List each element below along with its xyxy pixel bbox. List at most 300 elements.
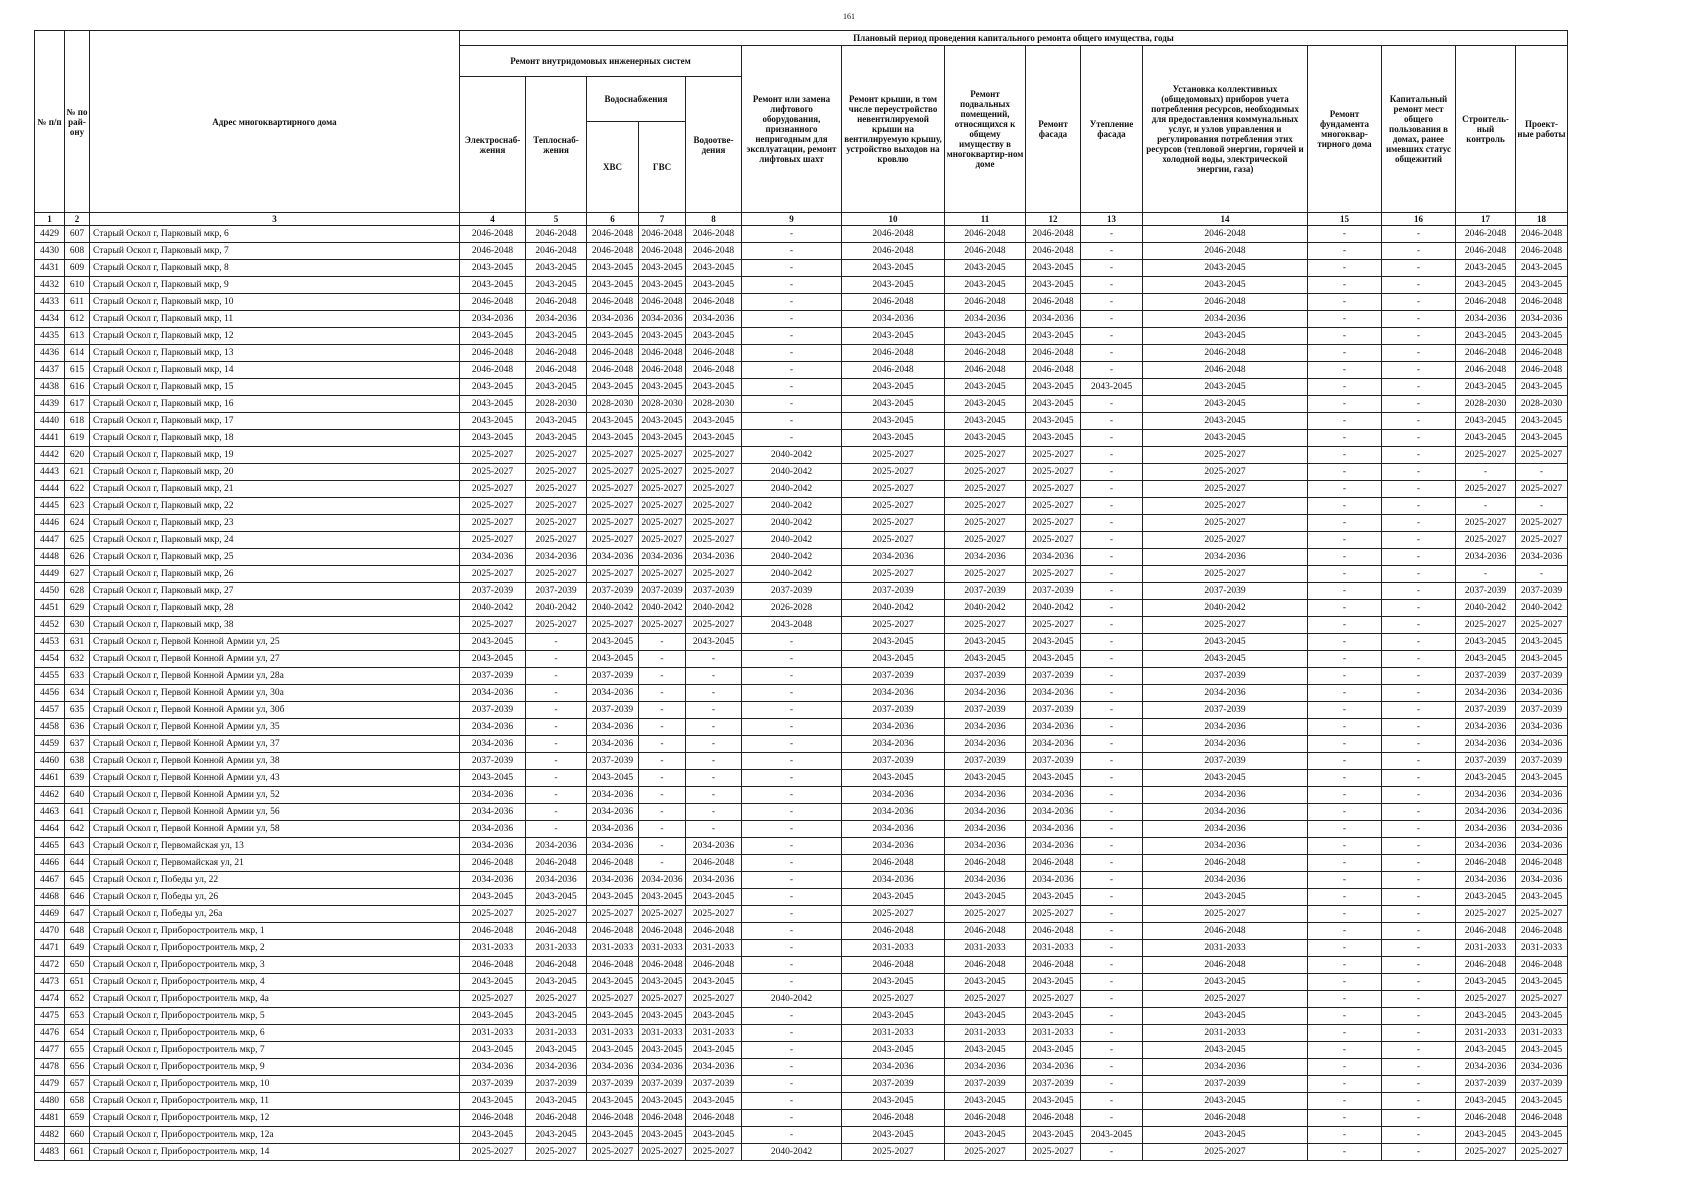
table-cell: 627 — [65, 566, 90, 583]
table-cell: - — [1308, 1059, 1382, 1076]
table-cell: 2034-2036 — [1516, 804, 1568, 821]
table-cell: - — [742, 430, 842, 447]
table-cell: 643 — [65, 838, 90, 855]
table-cell: 2043-2045 — [1456, 1008, 1516, 1025]
table-cell: - — [1308, 872, 1382, 889]
table-cell: 2034-2036 — [1026, 872, 1081, 889]
table-cell: 2034-2036 — [526, 838, 587, 855]
table-cell: 2037-2039 — [1516, 583, 1568, 600]
table-cell: - — [1382, 702, 1456, 719]
address-cell: Старый Оскол г, Приборостроитель мкр, 14 — [90, 1144, 460, 1161]
column-number: 18 — [1516, 213, 1568, 226]
table-cell: 2046-2048 — [1026, 294, 1081, 311]
table-cell: 2025-2027 — [460, 566, 526, 583]
table-cell: 2025-2027 — [526, 532, 587, 549]
table-cell: 2043-2045 — [1143, 1127, 1308, 1144]
address-cell: Старый Оскол г, Приборостроитель мкр, 10 — [90, 1076, 460, 1093]
table-cell: 2025-2027 — [587, 515, 639, 532]
table-cell: 2034-2036 — [686, 838, 742, 855]
table-cell: - — [526, 702, 587, 719]
table-cell: 2043-2045 — [1026, 974, 1081, 991]
table-cell: - — [1081, 753, 1143, 770]
table-row — [35, 804, 1568, 821]
table-cell: 2046-2048 — [587, 226, 639, 243]
table-row — [35, 889, 1568, 906]
table-cell: 2043-2045 — [526, 328, 587, 345]
table-cell: 2046-2048 — [1143, 855, 1308, 872]
header-water-supply: Водоснабжения — [587, 77, 686, 122]
table-cell: - — [639, 787, 686, 804]
table-cell: - — [1516, 498, 1568, 515]
table-cell: 2037-2039 — [842, 1076, 945, 1093]
table-cell: 2034-2036 — [1143, 719, 1308, 736]
table-cell: - — [1382, 498, 1456, 515]
column-number: 7 — [639, 213, 686, 226]
table-cell: 2034-2036 — [1026, 838, 1081, 855]
address-cell: Старый Оскол г, Парковый мкр, 11 — [90, 311, 460, 328]
table-cell: 2025-2027 — [460, 498, 526, 515]
table-cell: 2043-2045 — [1456, 328, 1516, 345]
table-cell: 638 — [65, 753, 90, 770]
table-cell: - — [1382, 345, 1456, 362]
table-cell: 2043-2045 — [460, 430, 526, 447]
address-cell: Старый Оскол г, Парковый мкр, 8 — [90, 260, 460, 277]
table-cell: 2025-2027 — [1516, 447, 1568, 464]
table-cell: - — [526, 685, 587, 702]
table-cell: - — [1081, 957, 1143, 974]
table-cell: 2046-2048 — [1026, 957, 1081, 974]
table-cell: 652 — [65, 991, 90, 1008]
table-cell: 2034-2036 — [686, 311, 742, 328]
table-cell: 2046-2048 — [587, 957, 639, 974]
table-cell: 2031-2033 — [587, 940, 639, 957]
table-cell: 2043-2045 — [1026, 651, 1081, 668]
column-number-row — [35, 213, 1568, 226]
table-cell: 624 — [65, 515, 90, 532]
table-cell: - — [1308, 260, 1382, 277]
table-cell: 641 — [65, 804, 90, 821]
table-cell: 2034-2036 — [1516, 736, 1568, 753]
table-row — [35, 277, 1568, 294]
table-cell: - — [1081, 583, 1143, 600]
table-cell: 4475 — [35, 1008, 65, 1025]
table-cell: 2034-2036 — [587, 787, 639, 804]
table-cell: 2037-2039 — [587, 668, 639, 685]
table-cell: 2046-2048 — [686, 1110, 742, 1127]
table-cell: 2034-2036 — [587, 804, 639, 821]
table-cell: - — [1081, 1025, 1143, 1042]
table-cell: 2034-2036 — [587, 719, 639, 736]
table-cell: 2046-2048 — [842, 1110, 945, 1127]
table-cell: - — [742, 379, 842, 396]
table-cell: 2043-2045 — [639, 430, 686, 447]
table-cell: 2034-2036 — [945, 719, 1026, 736]
repair-schedule-table — [34, 30, 1568, 1161]
table-cell: 2043-2045 — [1456, 634, 1516, 651]
table-cell: 4483 — [35, 1144, 65, 1161]
table-cell: 2034-2036 — [460, 838, 526, 855]
table-cell: 4481 — [35, 1110, 65, 1127]
table-cell: - — [1081, 1144, 1143, 1161]
table-cell: 2043-2045 — [1026, 1008, 1081, 1025]
table-cell: 2043-2045 — [526, 260, 587, 277]
table-cell: 2037-2039 — [945, 753, 1026, 770]
table-row — [35, 634, 1568, 651]
table-cell: 2046-2048 — [1143, 294, 1308, 311]
address-cell: Старый Оскол г, Приборостроитель мкр, 7 — [90, 1042, 460, 1059]
table-cell: 2025-2027 — [1026, 1144, 1081, 1161]
table-cell: 2040-2042 — [686, 600, 742, 617]
table-cell: 2031-2033 — [945, 1025, 1026, 1042]
table-cell: 2037-2039 — [1143, 583, 1308, 600]
table-cell: - — [742, 804, 842, 821]
table-cell: 2043-2045 — [945, 770, 1026, 787]
table-cell: 2040-2042 — [639, 600, 686, 617]
table-cell: 2025-2027 — [526, 566, 587, 583]
table-cell: 2046-2048 — [460, 923, 526, 940]
table-cell: 2043-2045 — [1516, 770, 1568, 787]
table-cell: 2043-2045 — [639, 1008, 686, 1025]
table-cell: - — [742, 634, 842, 651]
table-cell: 2034-2036 — [1516, 549, 1568, 566]
table-cell: 2046-2048 — [1456, 957, 1516, 974]
table-cell: 2046-2048 — [587, 243, 639, 260]
table-cell: 2037-2039 — [1143, 753, 1308, 770]
table-cell: - — [639, 668, 686, 685]
table-cell: 2034-2036 — [1456, 311, 1516, 328]
table-row — [35, 311, 1568, 328]
table-cell: 4440 — [35, 413, 65, 430]
table-cell: - — [1081, 1076, 1143, 1093]
table-cell: 2046-2048 — [686, 226, 742, 243]
table-cell: 644 — [65, 855, 90, 872]
table-cell: 2025-2027 — [1143, 481, 1308, 498]
table-cell: - — [1308, 1110, 1382, 1127]
table-cell: - — [1081, 991, 1143, 1008]
table-cell: - — [1382, 311, 1456, 328]
table-cell: 2025-2027 — [842, 515, 945, 532]
table-cell: - — [742, 668, 842, 685]
table-cell: 2043-2045 — [639, 277, 686, 294]
table-cell: 2046-2048 — [1026, 362, 1081, 379]
table-cell: 2025-2027 — [945, 566, 1026, 583]
table-cell: 2046-2048 — [686, 362, 742, 379]
table-cell: - — [1382, 583, 1456, 600]
table-cell: - — [1308, 549, 1382, 566]
table-cell: 2025-2027 — [842, 617, 945, 634]
table-cell: 2043-2045 — [1456, 1127, 1516, 1144]
table-cell: 2034-2036 — [842, 787, 945, 804]
table-cell: 2025-2027 — [526, 906, 587, 923]
table-cell: 2031-2033 — [1026, 1025, 1081, 1042]
table-cell: 2040-2042 — [742, 549, 842, 566]
table-cell: - — [1308, 753, 1382, 770]
table-cell: 2025-2027 — [460, 532, 526, 549]
table-cell: 2043-2048 — [742, 617, 842, 634]
address-cell: Старый Оскол г, Парковый мкр, 17 — [90, 413, 460, 430]
table-cell: 2046-2048 — [1456, 345, 1516, 362]
table-cell: 2037-2039 — [1456, 702, 1516, 719]
table-cell: 631 — [65, 634, 90, 651]
table-row — [35, 753, 1568, 770]
table-cell: - — [1382, 1144, 1456, 1161]
table-cell: 2034-2036 — [460, 736, 526, 753]
table-cell: 2034-2036 — [1143, 838, 1308, 855]
table-row — [35, 736, 1568, 753]
table-cell: 2025-2027 — [1143, 566, 1308, 583]
table-cell: 4474 — [35, 991, 65, 1008]
table-cell: - — [1382, 464, 1456, 481]
table-cell: 617 — [65, 396, 90, 413]
table-cell: 658 — [65, 1093, 90, 1110]
table-cell: 2043-2045 — [1143, 379, 1308, 396]
table-row — [35, 328, 1568, 345]
table-cell: 2046-2048 — [945, 243, 1026, 260]
table-cell: 2037-2039 — [526, 1076, 587, 1093]
table-cell: 2046-2048 — [842, 855, 945, 872]
table-cell: 2046-2048 — [526, 345, 587, 362]
table-cell: 2025-2027 — [526, 991, 587, 1008]
table-cell: 2043-2045 — [686, 1127, 742, 1144]
table-cell: 618 — [65, 413, 90, 430]
table-cell: 2025-2027 — [1456, 447, 1516, 464]
address-cell: Старый Оскол г, Приборостроитель мкр, 5 — [90, 1008, 460, 1025]
table-cell: 2025-2027 — [587, 481, 639, 498]
table-row — [35, 651, 1568, 668]
table-cell: 2043-2045 — [639, 413, 686, 430]
table-cell: 2043-2045 — [1516, 430, 1568, 447]
table-cell: - — [1081, 838, 1143, 855]
table-cell: 2034-2036 — [1516, 311, 1568, 328]
table-cell: 2034-2036 — [945, 549, 1026, 566]
table-cell: 2043-2045 — [1516, 974, 1568, 991]
table-cell: - — [1308, 243, 1382, 260]
address-cell: Старый Оскол г, Первой Конной Армии ул, 37 — [90, 736, 460, 753]
table-cell: 2046-2048 — [945, 1110, 1026, 1127]
table-cell: - — [1382, 634, 1456, 651]
table-cell: 2025-2027 — [842, 481, 945, 498]
table-cell: 2046-2048 — [945, 957, 1026, 974]
table-cell: 2043-2045 — [1143, 1093, 1308, 1110]
table-cell: 2034-2036 — [842, 872, 945, 889]
table-cell: 2043-2045 — [842, 413, 945, 430]
table-cell: 2043-2045 — [1516, 1127, 1568, 1144]
table-cell: - — [1308, 889, 1382, 906]
table-cell: 2034-2036 — [526, 311, 587, 328]
table-cell: - — [1081, 345, 1143, 362]
table-cell: 628 — [65, 583, 90, 600]
table-cell: 2034-2036 — [1143, 872, 1308, 889]
table-cell: 2034-2036 — [945, 311, 1026, 328]
table-cell: 2025-2027 — [587, 991, 639, 1008]
table-cell: 2043-2045 — [1026, 413, 1081, 430]
table-cell: - — [1382, 328, 1456, 345]
address-cell: Старый Оскол г, Приборостроитель мкр, 12 — [90, 1110, 460, 1127]
table-cell: 2046-2048 — [1456, 855, 1516, 872]
table-cell: 2037-2039 — [639, 1076, 686, 1093]
table-cell: 2025-2027 — [842, 906, 945, 923]
table-cell: - — [1081, 226, 1143, 243]
table-cell: 2046-2048 — [1143, 226, 1308, 243]
table-cell: 646 — [65, 889, 90, 906]
table-cell: 2037-2039 — [1026, 702, 1081, 719]
table-cell: - — [686, 668, 742, 685]
table-cell: 4448 — [35, 549, 65, 566]
table-cell: 2043-2045 — [587, 1008, 639, 1025]
table-cell: 2025-2027 — [1026, 532, 1081, 549]
table-cell: 2043-2045 — [842, 1008, 945, 1025]
table-row — [35, 413, 1568, 430]
table-cell: 2043-2045 — [945, 430, 1026, 447]
table-cell: 655 — [65, 1042, 90, 1059]
header-nn: № п/п — [35, 31, 65, 213]
table-cell: 2025-2027 — [587, 447, 639, 464]
table-cell: - — [526, 753, 587, 770]
table-cell: 2043-2045 — [1026, 328, 1081, 345]
table-cell: 2025-2027 — [1456, 532, 1516, 549]
column-number: 6 — [587, 213, 639, 226]
table-cell: 2025-2027 — [686, 515, 742, 532]
table-cell: 2025-2027 — [842, 447, 945, 464]
table-cell: 625 — [65, 532, 90, 549]
table-cell: 2034-2036 — [1516, 787, 1568, 804]
table-cell: 614 — [65, 345, 90, 362]
address-cell: Старый Оскол г, Парковый мкр, 16 — [90, 396, 460, 413]
column-number: 8 — [686, 213, 742, 226]
table-cell: - — [1081, 600, 1143, 617]
table-cell: - — [1308, 685, 1382, 702]
table-cell: 2034-2036 — [587, 838, 639, 855]
table-cell: 2043-2045 — [587, 430, 639, 447]
table-cell: 2031-2033 — [526, 1025, 587, 1042]
table-cell: 2046-2048 — [1456, 243, 1516, 260]
table-cell: 2037-2039 — [1456, 668, 1516, 685]
table-cell: 2046-2048 — [842, 345, 945, 362]
table-cell: 2043-2045 — [945, 413, 1026, 430]
table-row — [35, 1042, 1568, 1059]
table-cell: 2043-2045 — [526, 1093, 587, 1110]
table-cell: 2034-2036 — [1143, 311, 1308, 328]
table-cell: - — [1516, 464, 1568, 481]
table-cell: 2046-2048 — [1143, 957, 1308, 974]
table-cell: 2025-2027 — [1516, 1144, 1568, 1161]
table-cell: - — [742, 243, 842, 260]
table-cell: 2046-2048 — [1026, 226, 1081, 243]
table-cell: 2046-2048 — [945, 923, 1026, 940]
table-cell: - — [742, 838, 842, 855]
table-cell: 2034-2036 — [587, 311, 639, 328]
table-cell: 2043-2045 — [587, 379, 639, 396]
table-cell: 2031-2033 — [686, 940, 742, 957]
table-cell: 2040-2042 — [1456, 600, 1516, 617]
table-cell: 2025-2027 — [686, 991, 742, 1008]
table-cell: 2037-2039 — [1143, 702, 1308, 719]
table-cell: 2034-2036 — [686, 872, 742, 889]
table-cell: 2043-2045 — [587, 634, 639, 651]
table-cell: 4471 — [35, 940, 65, 957]
table-row — [35, 430, 1568, 447]
table-cell: 2046-2048 — [460, 294, 526, 311]
table-cell: 2046-2048 — [686, 243, 742, 260]
table-cell: - — [1308, 583, 1382, 600]
table-cell: 650 — [65, 957, 90, 974]
table-cell: - — [1382, 957, 1456, 974]
table-cell: 2025-2027 — [639, 481, 686, 498]
table-cell: 2040-2042 — [460, 600, 526, 617]
address-cell: Старый Оскол г, Первомайская ул, 13 — [90, 838, 460, 855]
table-cell: 2037-2039 — [1516, 668, 1568, 685]
address-cell: Старый Оскол г, Парковый мкр, 27 — [90, 583, 460, 600]
table-cell: 2025-2027 — [1516, 991, 1568, 1008]
table-cell: 2040-2042 — [742, 464, 842, 481]
table-cell: 2031-2033 — [1456, 1025, 1516, 1042]
header-sewer: Водоотве-дения — [686, 77, 742, 213]
table-cell: 2046-2048 — [1516, 362, 1568, 379]
table-cell: 2025-2027 — [1143, 906, 1308, 923]
table-cell: - — [1382, 753, 1456, 770]
table-cell: 2040-2042 — [526, 600, 587, 617]
table-cell: 2046-2048 — [1516, 855, 1568, 872]
table-cell: - — [742, 872, 842, 889]
table-cell: 2043-2045 — [1143, 889, 1308, 906]
table-cell: - — [1308, 719, 1382, 736]
address-cell: Старый Оскол г, Победы ул, 26а — [90, 906, 460, 923]
table-cell: - — [1382, 566, 1456, 583]
table-cell: - — [526, 634, 587, 651]
table-cell: 2043-2045 — [526, 1127, 587, 1144]
table-cell: 2043-2045 — [460, 396, 526, 413]
table-cell: 2040-2042 — [742, 566, 842, 583]
table-cell: - — [1308, 906, 1382, 923]
table-cell: 2040-2042 — [1516, 600, 1568, 617]
table-row — [35, 1144, 1568, 1161]
table-cell: - — [526, 651, 587, 668]
table-cell: 2025-2027 — [945, 532, 1026, 549]
table-cell: 2025-2027 — [1516, 617, 1568, 634]
table-cell: - — [1382, 549, 1456, 566]
table-cell: 2025-2027 — [1143, 447, 1308, 464]
address-cell: Старый Оскол г, Приборостроитель мкр, 11 — [90, 1093, 460, 1110]
header-gvs: ГВС — [639, 122, 686, 213]
table-row — [35, 668, 1568, 685]
table-cell: 2043-2045 — [526, 889, 587, 906]
table-cell: 4456 — [35, 685, 65, 702]
table-cell: 2046-2048 — [1456, 226, 1516, 243]
table-cell: - — [526, 821, 587, 838]
table-body — [35, 226, 1568, 1161]
address-cell: Старый Оскол г, Парковый мкр, 6 — [90, 226, 460, 243]
table-cell: 4429 — [35, 226, 65, 243]
table-cell: 636 — [65, 719, 90, 736]
table-cell: 2037-2039 — [945, 583, 1026, 600]
table-cell: - — [742, 1025, 842, 1042]
table-cell: 2031-2033 — [1026, 940, 1081, 957]
table-cell: 2031-2033 — [587, 1025, 639, 1042]
table-cell: 2043-2045 — [1516, 651, 1568, 668]
table-cell: 2046-2048 — [639, 345, 686, 362]
table-cell: - — [1308, 532, 1382, 549]
table-cell: 2043-2045 — [587, 260, 639, 277]
header-district-number: № по рай-ону — [65, 31, 90, 213]
table-cell: 2025-2027 — [526, 1144, 587, 1161]
table-cell: 2034-2036 — [1456, 838, 1516, 855]
table-cell: 2034-2036 — [1026, 685, 1081, 702]
table-cell: 2043-2045 — [686, 430, 742, 447]
table-cell: 2034-2036 — [1456, 821, 1516, 838]
table-cell: 2043-2045 — [1516, 277, 1568, 294]
table-cell: 2037-2039 — [1456, 1076, 1516, 1093]
table-cell: - — [742, 413, 842, 430]
